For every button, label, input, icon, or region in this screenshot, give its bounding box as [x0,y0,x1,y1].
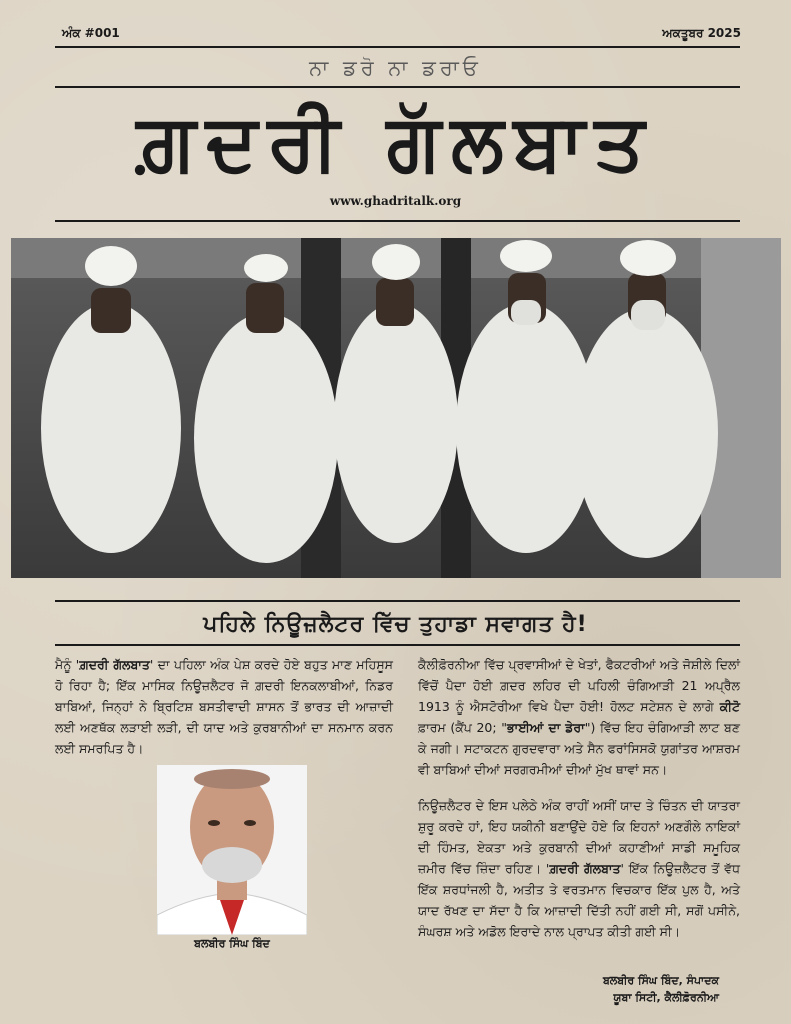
newsletter-title: ਗ਼ਦਰੀ ਗੱਲਬਾਤ [136,98,655,188]
divider [55,46,740,48]
text-run: ਨਿਊਜ਼ਲੈਟਰ ਦੇ ਇਸ ਪਲੇਠੇ ਅੰਕ ਰਾਹੀਂ ਅਸੀਂ ਯਾਦ ਤੇ ਚਿੰਤਨ ਦੀ ਯਾਤਰਾ ਸ਼ੁਰੂ ਕਰਦੇ ਹਾਂ, ਇਹ ਯਕੀਨੀ ਬਣਾਉਂਦੇ ਹੋਏ ਕਿ ਇਹਨਾਂ ਅਣਗੌਲੇ ਨਾਇਕਾਂ ਦੀ ਹਿੰਮਤ, ਏਕਤਾ ਅਤੇ ਕੁਰਬਾਨੀ ਦੀਆਂ ਕਹਾਣੀਆਂ ਸਾਡੀ ਸਮੂਹਿਕ ਜ਼ਮੀਰ ਵਿੱਚ ਜ਼ਿੰਦਾ ਰਹਿਣ। ' [418,798,740,876]
text-run: ਕੈਲੀਫ਼ੋਰਨੀਆ ਵਿੱਚ ਪ੍ਰਵਾਸੀਆਂ ਦੇ ਖੇਤਾਂ, ਫੈਕਟਰੀਆਂ ਅਤੇ ਜੋਸ਼ੀਲੇ ਦਿਲਾਂ ਵਿੱਚੋਂ ਪੈਦਾ ਹੋਈ ਗ਼ਦਰ ਲਹਿਰ ਦੀ ਪਹਿਲੀ ਚੰਗਿਆੜੀ 21 ਅਪ੍ਰੈਲ 1913 ਨੂੰ ਐਸਟੋਰੀਆ ਵਿਖੇ ਪੈਦਾ ਹੋਈ! ਹੋਲਟ ਸਟੇਸ਼ਨ ਦੇ ਲਾਗੇ [418,657,740,714]
text-run: ' ਦਾ ਪਹਿਲਾ ਅੰਕ ਪੇਸ਼ ਕਰਦੇ ਹੋਏ ਬਹੁਤ ਮਾਣ ਮਹਿਸੂਸ ਹੋ ਰਿਹਾ ਹੈ; ਇੱਕ ਮਾਸਿਕ ਨਿਊਜ਼ਲੈਟਰ ਜੋ ਗ਼ਦਰੀ ਇਨਕਲਾਬੀਆਂ, ਨਿਡਰ ਬਾਬਿਆਂ, ਜਿਨ੍ਹਾਂ ਨੇ ਬ੍ਰਿਟਿਸ਼ ਬਸਤੀਵਾਦੀ ਸ਼ਾਸਨ ਤੋਂ ਭਾਰਤ ਦੀ ਆਜ਼ਾਦੀ ਲਈ ਅਣਥੱਕ ਲੜਾਈ ਲੜੀ, ਦੀ ਯਾਦ ਅਤੇ ਕੁਰਬਾਨੀਆਂ ਦਾ ਸਨਮਾਨ ਕਰਨ ਲਈ ਸਮਰਪਿਤ ਹੈ। [55,657,393,756]
issue-date: ਅਕਤੂਬਰ 2025 [662,26,741,40]
text-run: ") ਵਿੱਚ ਇਹ ਚੰਗਿਆੜੀ ਲਾਟ ਬਣ ਕੇ ਜਗੀ। ਸਟਾਕਟਨ ਗੁਰਦਵਾਰਾ ਅਤੇ ਸੈਨ ਫਰਾਂਸਿਸਕੋ ਯੁਗਾਂਤਰ ਆਸ਼ਰਮ ਵੀ ਬਾਬਿਆਂ ਦੀਆਂ ਸਰਗਰਮੀਆਂ ਦੀਆਂ ਮੁੱਖ ਥਾਵਾਂ ਸਨ। [418,720,740,777]
intro-paragraph [55,654,393,759]
divider [55,86,740,88]
history-paragraph [418,654,740,780]
history-column [418,654,740,957]
text-run: ਫ਼ਾਰਮ (ਕੈਂਪ 20; " [418,720,507,735]
newsletter-name-bold: ਗ਼ਦਰੀ ਗੱਲਬਾਤ [79,657,150,672]
website-link[interactable]: www.ghadritalk.org [329,194,462,208]
tagline: ਨਾ ਡਰੋ ਨਾ ਡਰਾਓ [309,56,482,80]
signature-location: ਯੂਬਾ ਸਿਟੀ, ਕੈਲੀਫ਼ੋਰਨੀਆ [613,991,719,1004]
camp-name-bold: ਭਾਈਆਂ ਦਾ ਡੇਰਾ [506,720,585,735]
signature-name: ਬਲਬੀਰ ਸਿੰਘ ਬਿੰਦ, ਸੰਪਾਦਕ [602,974,719,987]
text-run: ਮੈਨੂੰ ' [55,657,80,672]
farm-name-bold: ਕੀਟੋ [719,699,740,714]
newsletter-name-bold: ਗ਼ਦਰੀ ਗੱਲਬਾਤ [549,861,621,876]
divider [55,644,740,646]
intro-column [55,654,393,759]
portrait-caption: ਬਲਬੀਰ ਸਿੰਘ ਬਿੰਦ [194,937,270,950]
text-run: ' ਇੱਕ ਨਿਊਜ਼ਲੈਟਰ ਤੋਂ ਵੱਧ ਇੱਕ ਸ਼ਰਧਾਂਜਲੀ ਹੈ, ਅਤੀਤ ਤੇ ਵਰਤਮਾਨ ਵਿਚਕਾਰ ਇੱਕ ਪੁਲ ਹੈ, ਅਤੇ ਯਾਦ ਰੱਖਣ ਦਾ ਸੱਦਾ ਹੈ ਕਿ ਆਜ਼ਾਦੀ ਦਿੱਤੀ ਨਹੀਂ ਗਈ ਸੀ, ਸਗੋਂ ਪਸੀਨੇ, ਸੰਘਰਸ਼ ਅਤੇ ਅਡੋਲ ਇਰਾਦੇ ਨਾਲ ਪ੍ਰਾਪਤ ਕੀਤੀ ਗਈ ਸੀ। [418,861,740,939]
editor-signature [603,972,719,1006]
historic-group-photo [11,238,781,578]
welcome-heading: ਪਹਿਲੇ ਨਿਊਜ਼ਲੈਟਰ ਵਿੱਚ ਤੁਹਾਡਾ ਸਵਾਗਤ ਹੈ! [203,612,588,637]
mission-paragraph [418,795,740,942]
divider [55,600,740,602]
divider [55,220,740,222]
editor-portrait [157,765,307,935]
issue-number: ਅੰਕ #001 [62,26,120,40]
